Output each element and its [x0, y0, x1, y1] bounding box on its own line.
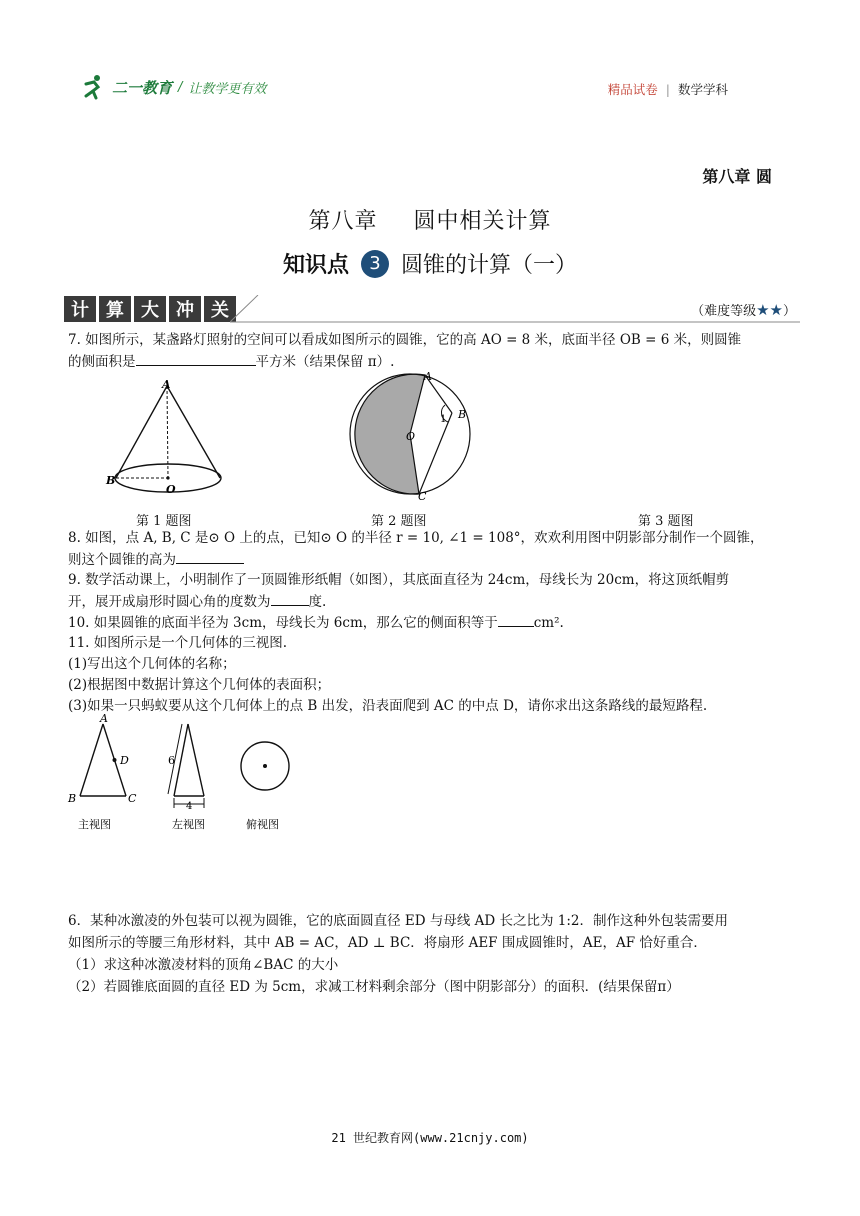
q8-text: 则这个圆锥的高为 [68, 552, 176, 568]
title-topic: 圆中相关计算 [413, 209, 552, 234]
top-view [241, 742, 289, 790]
fig1-caption: 第 1 题图 [136, 514, 192, 529]
q10-text-b: cm². [533, 615, 564, 631]
q6-line3: （1）求这种冰激凌材料的顶角∠BAC 的大小 [68, 957, 339, 973]
label-a: A [424, 370, 432, 383]
question-6 [68, 910, 794, 998]
q9-line1: 9. 数学活动课上，小明制作了一顶圆锥形纸帽（如图），其底面直径为 24cm，母线长为 20cm，将这顶纸帽剪 [68, 572, 730, 588]
fig3-caption: 第 3 题图 [638, 514, 694, 529]
difficulty-stars-icon: ★★ [756, 301, 783, 319]
page-subtitle [0, 248, 860, 279]
difficulty-close: ） [782, 304, 796, 319]
subtitle-prefix: 知识点 [282, 253, 349, 278]
front-view-caption: 主视图 [78, 818, 111, 831]
q6-line1: 6．某种冰激凌的外包装可以视为圆锥，它的底面圆直径 ED 与母线 AD 长之比为 1:2．制作这种外包装需要用 [68, 913, 729, 929]
answer-blank [271, 591, 309, 606]
question-7 [68, 330, 794, 373]
subtitle-text: 圆锥的计算（一） [401, 253, 578, 278]
q9-text-b: 度. [308, 594, 327, 610]
answer-blank [136, 351, 256, 366]
label-c: C [418, 490, 427, 502]
runner-logo-icon [80, 74, 106, 100]
q8-line2 [68, 549, 794, 571]
slant-label: 6 [168, 754, 175, 767]
title-chapter: 第八章 [308, 209, 378, 234]
front-view [67, 712, 137, 805]
left-view [168, 724, 204, 812]
fig2-caption: 第 2 题图 [371, 514, 427, 529]
q10-text-a: 10. 如果圆锥的底面半径为 3cm，母线长为 6cm，那么它的侧面积等于 [68, 615, 498, 631]
question-9 [68, 570, 794, 613]
header-right [608, 80, 728, 98]
q6-line4: （2）若圆锥底面圆的直径 ED 为 5cm，求减工材料剩余部分（图中阴影部分）的面积．(结果保留π） [68, 979, 680, 995]
angle-label: 1 [440, 414, 447, 425]
q7-text-b: 平方米（结果保留 π）. [255, 354, 395, 370]
q9-line2 [68, 591, 794, 613]
label-o: O [166, 483, 176, 496]
question-11 [68, 633, 794, 717]
left-view-caption: 左视图 [172, 818, 205, 831]
label-a: A [162, 378, 171, 391]
label-c: C [128, 792, 137, 805]
label-b: B [106, 474, 116, 487]
banner-char: 关 [204, 296, 236, 322]
q7-line1: 7. 如图所示，某盏路灯照射的空间可以看成如图所示的圆锥，它的高 AO = 8 米，底面半径 OB = 6 米，则圆锥 [68, 332, 742, 348]
banner-char: 算 [99, 296, 131, 322]
knowledge-point-number: 3 [361, 250, 389, 278]
q11-line2: (1)写出这个几何体的名称； [68, 656, 236, 672]
q8-line1: 8. 如图，点 A, B, C 是⊙ O 上的点，已知⊙ O 的半径 r = 10, ∠1 = 108°，欢欢利用图中阴影部分制作一个圆锥， [68, 530, 764, 546]
header-separator: | [665, 81, 670, 97]
banner-char: 大 [134, 296, 166, 322]
question-10 [68, 612, 794, 634]
answer-blank [498, 612, 534, 627]
page-title [0, 204, 860, 235]
q7-text-a: 的侧面积是 [68, 354, 136, 370]
difficulty-label: （难度等级 [691, 304, 757, 319]
answer-blank [176, 549, 244, 564]
difficulty-level [691, 300, 796, 319]
chapter-tag: 第八章 圆 [702, 167, 772, 186]
label-o: O [406, 430, 416, 443]
top-view-caption: 俯视图 [246, 818, 279, 831]
label-a: A [100, 712, 108, 725]
label-d: D [120, 754, 129, 767]
cone-figure [104, 378, 230, 498]
q11-line3: (2)根据图中数据计算这个几何体的表面积； [68, 677, 331, 693]
page-footer: 21 世纪教育网(www.21cnjy.com) [331, 1131, 529, 1145]
brand-slash: / [178, 79, 183, 95]
header-quality-label: 精品试卷 [607, 82, 658, 97]
base-label: 4 [186, 801, 193, 812]
header-subject: 数学学科 [677, 82, 728, 97]
label-b: B [68, 792, 77, 805]
brand-name: 二一教育 [112, 78, 173, 97]
banner-char: 冲 [169, 296, 201, 322]
label-b: B [458, 408, 467, 421]
three-views-figure [66, 712, 296, 836]
section-banner [64, 296, 236, 322]
q11-line4: (3)如果一只蚂蚁要从这个几何体上的点 B 出发，沿表面爬到 AC 的中点 D，请你求出这条路线的最短路程. [68, 698, 708, 714]
circle-sector-figure [344, 368, 476, 502]
q6-line2: 如图所示的等腰三角形材料，其中 AB = AC，AD ⊥ BC．将扇形 AEF 围成圆锥时，AE，AF 恰好重合． [68, 935, 707, 951]
banner-char: 计 [64, 296, 96, 322]
brand-slogan: 让教学更有效 [188, 81, 267, 97]
q9-text-a: 开，展开成扇形时圆心角的度数为 [68, 594, 271, 610]
header-brand [80, 74, 266, 100]
q11-line1: 11. 如图所示是一个几何体的三视图. [68, 635, 288, 651]
question-8 [68, 528, 794, 571]
